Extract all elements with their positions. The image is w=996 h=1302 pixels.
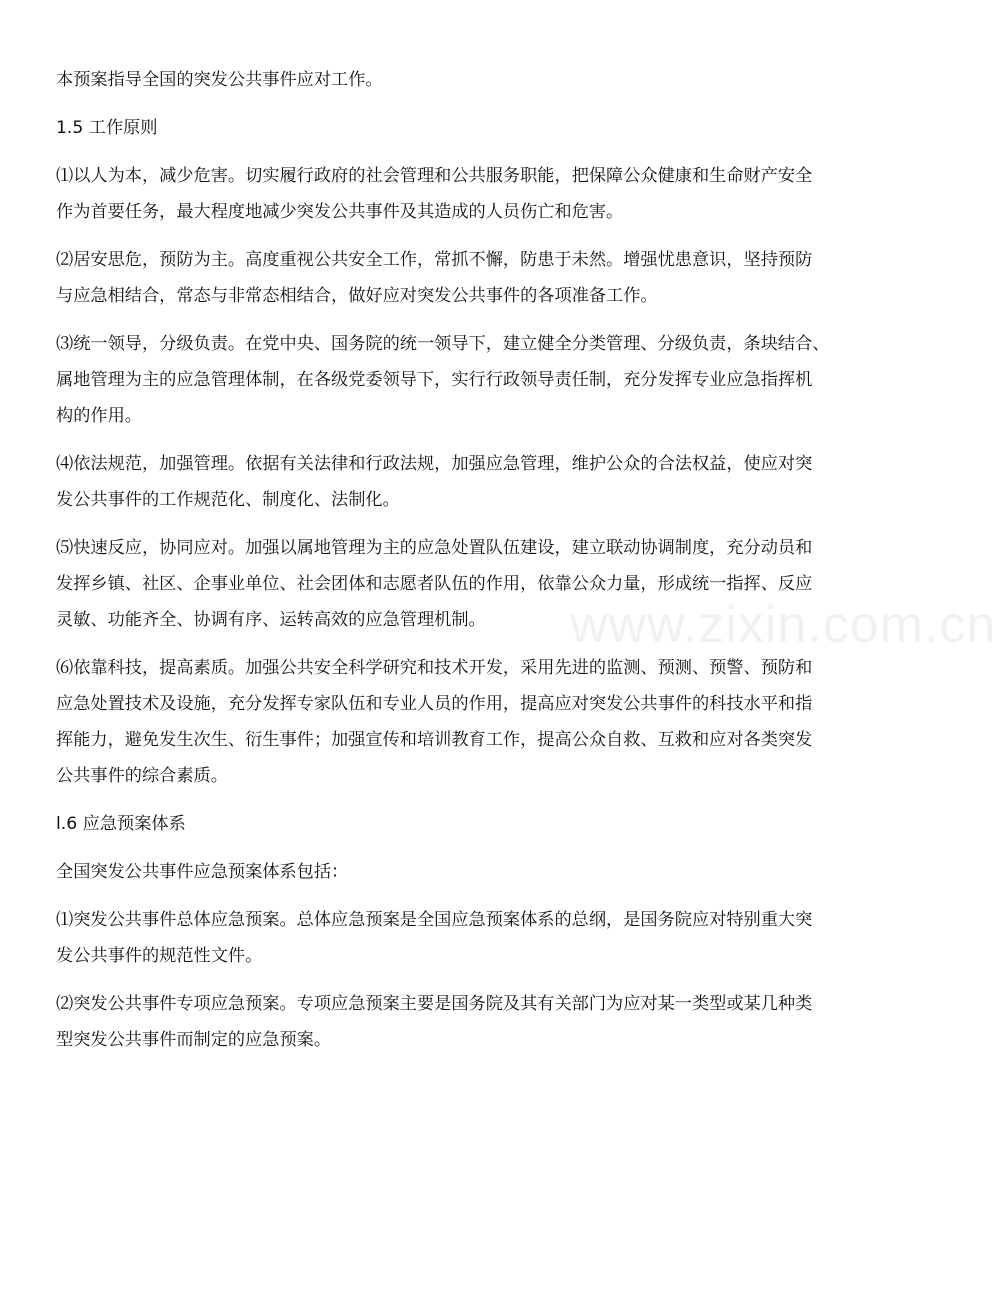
text-line: ⑹依靠科技，提高素质。加强公共安全科学研究和技术开发，采用先进的监测、预测、预警、预防和 [56, 658, 813, 678]
text-line: 公共事件的综合素质。 [56, 766, 228, 786]
paragraph [56, 806, 868, 842]
text-line: l.6 应急预案体系 [56, 814, 186, 834]
text-line: ⑶统一领导，分级负责。在党中央、国务院的统一领导下，建立健全分类管理、分级负责，条块结合、 [56, 334, 830, 354]
document-body [56, 62, 868, 1058]
text-line: 发公共事件的规范性文件。 [56, 946, 263, 966]
paragraph [56, 530, 868, 638]
text-line: 挥能力，避免发生次生、衍生事件；加强宣传和培训教育工作，提高公众自救、互救和应对各类突发 [56, 730, 813, 750]
text-line: 构的作用。 [56, 406, 142, 426]
paragraph [56, 110, 868, 146]
text-line: 本预案指导全国的突发公共事件应对工作。 [56, 70, 383, 90]
text-line: 发公共事件的工作规范化、制度化、法制化。 [56, 490, 400, 510]
text-line: ⑴突发公共事件总体应急预案。总体应急预案是全国应急预案体系的总纲，是国务院应对特别重大突 [56, 910, 813, 930]
text-line: ⑷依法规范，加强管理。依据有关法律和行政法规，加强应急管理，维护公众的合法权益，使应对突 [56, 454, 813, 474]
paragraph [56, 326, 868, 434]
text-line: ⑵突发公共事件专项应急预案。专项应急预案主要是国务院及其有关部门为应对某一类型或某几种类 [56, 994, 813, 1014]
paragraph [56, 854, 868, 890]
watermark: www.zixin.com.cn [570, 596, 996, 654]
text-line: 发挥乡镇、社区、企事业单位、社会团体和志愿者队伍的作用，依靠公众力量，形成统一指挥、反应 [56, 574, 813, 594]
text-line: 应急处置技术及设施，充分发挥专家队伍和专业人员的作用，提高应对突发公共事件的科技水平和指 [56, 694, 813, 714]
text-line: 型突发公共事件而制定的应急预案。 [56, 1030, 332, 1050]
paragraph [56, 158, 868, 230]
text-line: 属地管理为主的应急管理体制，在各级党委领导下，实行行政领导责任制，充分发挥专业应急指挥机 [56, 370, 813, 390]
paragraph [56, 986, 868, 1058]
text-line: 作为首要任务，最大程度地减少突发公共事件及其造成的人员伤亡和危害。 [56, 202, 624, 222]
paragraph [56, 650, 868, 794]
paragraph [56, 902, 868, 974]
paragraph [56, 242, 868, 314]
paragraph [56, 446, 868, 518]
paragraph [56, 62, 868, 98]
text-line: 1.5 工作原则 [56, 118, 158, 138]
text-line: 与应急相结合，常态与非常态相结合，做好应对突发公共事件的各项准备工作。 [56, 286, 658, 306]
text-line: ⑴以人为本，减少危害。切实履行政府的社会管理和公共服务职能，把保障公众健康和生命财产安全 [56, 166, 813, 186]
text-line: 灵敏、功能齐全、协调有序、运转高效的应急管理机制。 [56, 610, 486, 630]
text-line: ⑸快速反应，协同应对。加强以属地管理为主的应急处置队伍建设，建立联动协调制度，充分动员和 [56, 538, 813, 558]
text-line: 全国突发公共事件应急预案体系包括： [56, 862, 349, 882]
text-line: ⑵居安思危，预防为主。高度重视公共安全工作，常抓不懈，防患于未然。增强忧患意识，坚持预防 [56, 250, 813, 270]
